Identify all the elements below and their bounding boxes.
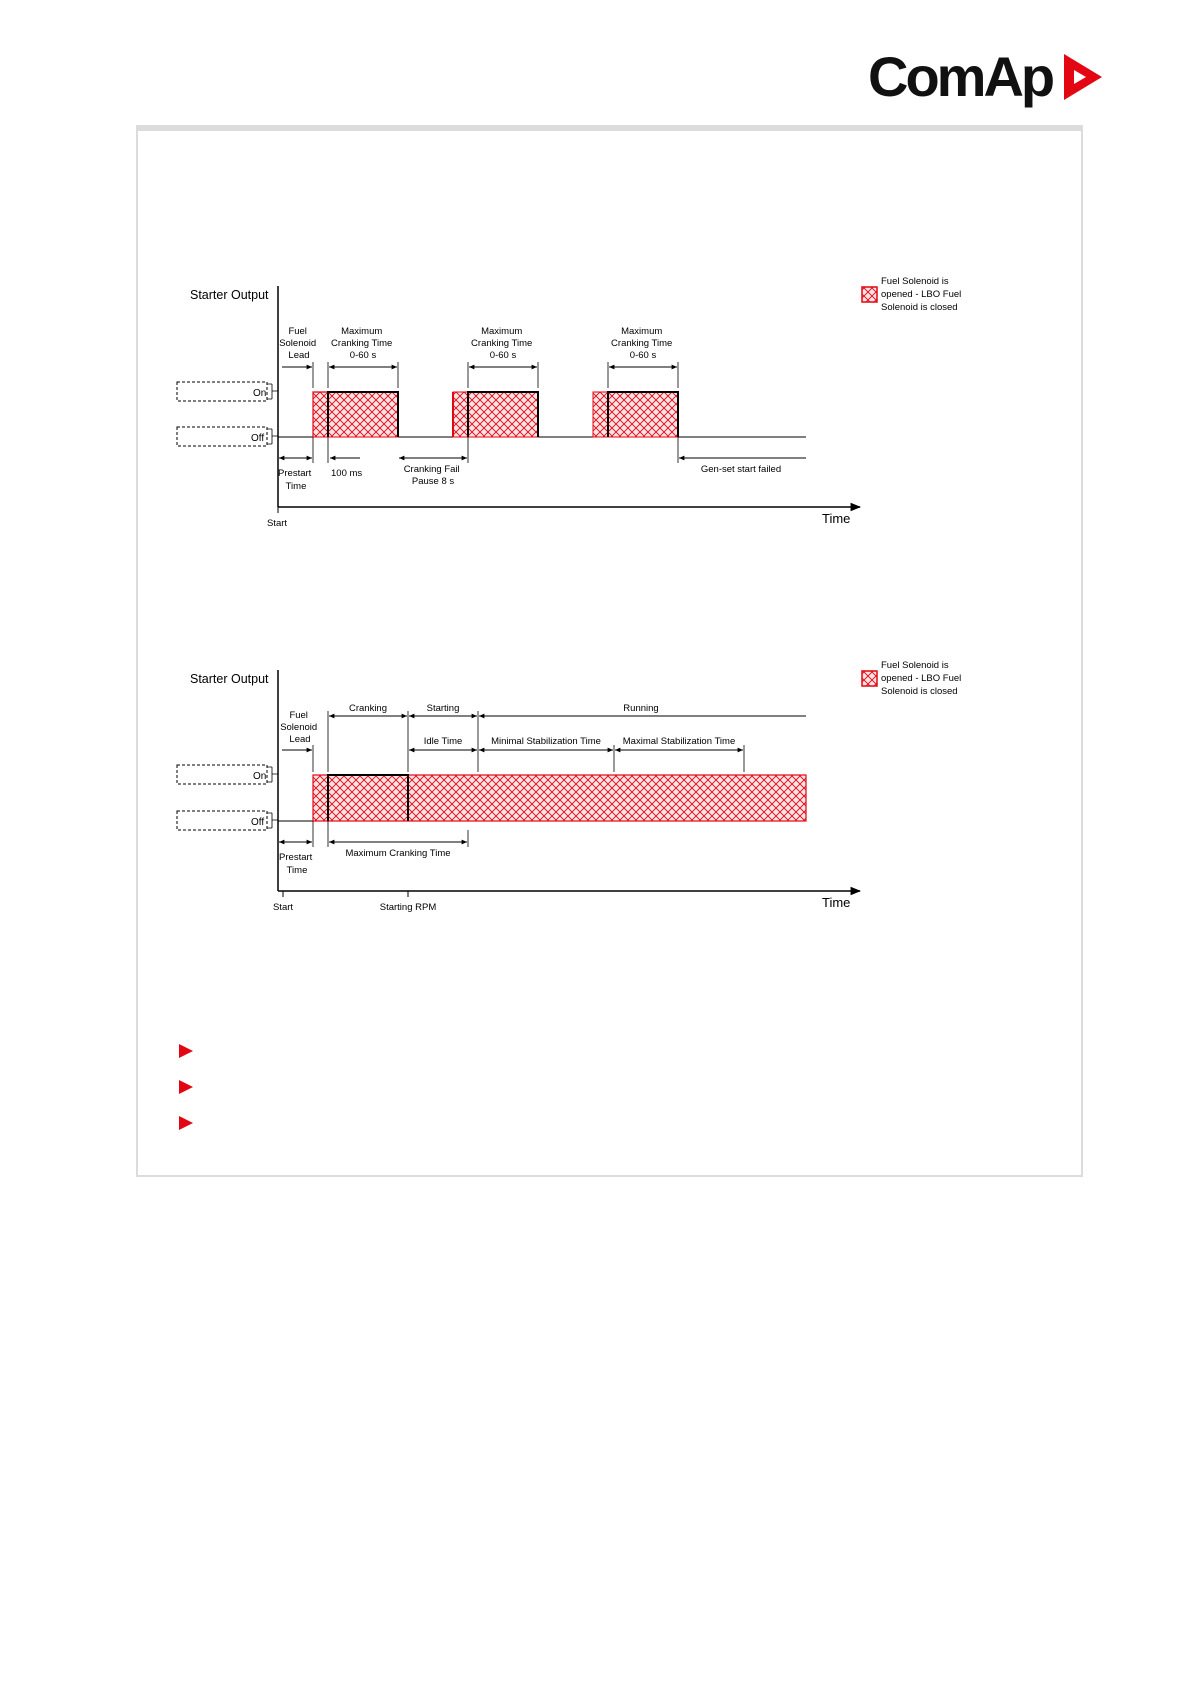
d2-off-label: Off (251, 817, 265, 828)
d2-on-label: On (253, 771, 267, 782)
diagram-1 (177, 286, 860, 529)
d1-pulse-3 (593, 392, 678, 437)
legend-2-swatch (862, 671, 877, 686)
d1-fail-pause-label: Cranking Fail Pause 8 s (403, 464, 460, 487)
d2-cranking-label: Cranking (348, 703, 388, 714)
d1-max-crank-3 (608, 326, 678, 388)
d2-idle-label: Idle Time (423, 736, 463, 747)
d1-fuel-lead-label: Fuel Solenoid Lead (279, 326, 317, 361)
bullet-arrow-icon (178, 1115, 194, 1131)
logo-text: ComAp (868, 45, 1053, 108)
legend-2 (862, 660, 964, 697)
d2-starting-label: Starting (426, 703, 460, 714)
d2-running-label: Running (623, 703, 659, 714)
d2-max-crank-label: Maximum Cranking Time (345, 848, 451, 859)
legend-2-text: Fuel Solenoid is opened - LBO Fuel Solenoid is closed (881, 660, 962, 697)
d1-prestart-label: Prestart Time (278, 468, 312, 492)
d2-y-axis-label: Starter Output (190, 672, 269, 686)
d1-100ms-label: 100 ms (331, 468, 363, 479)
svg-text:Maximum Cranking Time: Maximum Cranking Time 0-60 s (471, 326, 533, 361)
d1-off-label: Off (251, 433, 265, 444)
legend-1 (862, 276, 964, 313)
d2-max-stab-label: Maximal Stabilization Time (622, 736, 736, 747)
bullet-arrow-icon (178, 1079, 194, 1095)
d1-time-label: Time (822, 511, 851, 526)
d1-pulse-2 (453, 392, 538, 437)
d2-time-label: Time (822, 895, 851, 910)
legend-1-text: Fuel Solenoid is opened - LBO Fuel Solenoid is closed (881, 276, 962, 313)
d1-on-label: On (253, 388, 267, 399)
d1-start-label: Start (266, 518, 288, 529)
svg-text:Maximum Cranking Time: Maximum Cranking Time 0-60 s (611, 326, 673, 361)
bullet-arrow-icon (178, 1043, 194, 1059)
d2-fuel-lead-label: Fuel Solenoid Lead (280, 710, 318, 745)
d2-prestart-label: Prestart Time (279, 852, 313, 876)
d2-min-stab-label: Minimal Stabilization Time (491, 736, 601, 747)
d1-genset-failed-label: Gen-set start failed (700, 464, 782, 475)
d2-starting-rpm-label: Starting RPM (379, 902, 437, 913)
diagram-2 (177, 670, 860, 913)
d2-fuel-pulse (313, 775, 806, 821)
d1-max-crank-1 (328, 326, 398, 388)
legend-1-swatch (862, 287, 877, 302)
d1-y-axis-label: Starter Output (190, 288, 269, 302)
svg-text:Maximum Cranking Time: Maximum Cranking Time 0-60 s (331, 326, 393, 361)
d1-max-crank-2 (468, 326, 538, 388)
d1-pulse-1 (313, 392, 398, 437)
d2-start-label: Start (272, 902, 294, 913)
